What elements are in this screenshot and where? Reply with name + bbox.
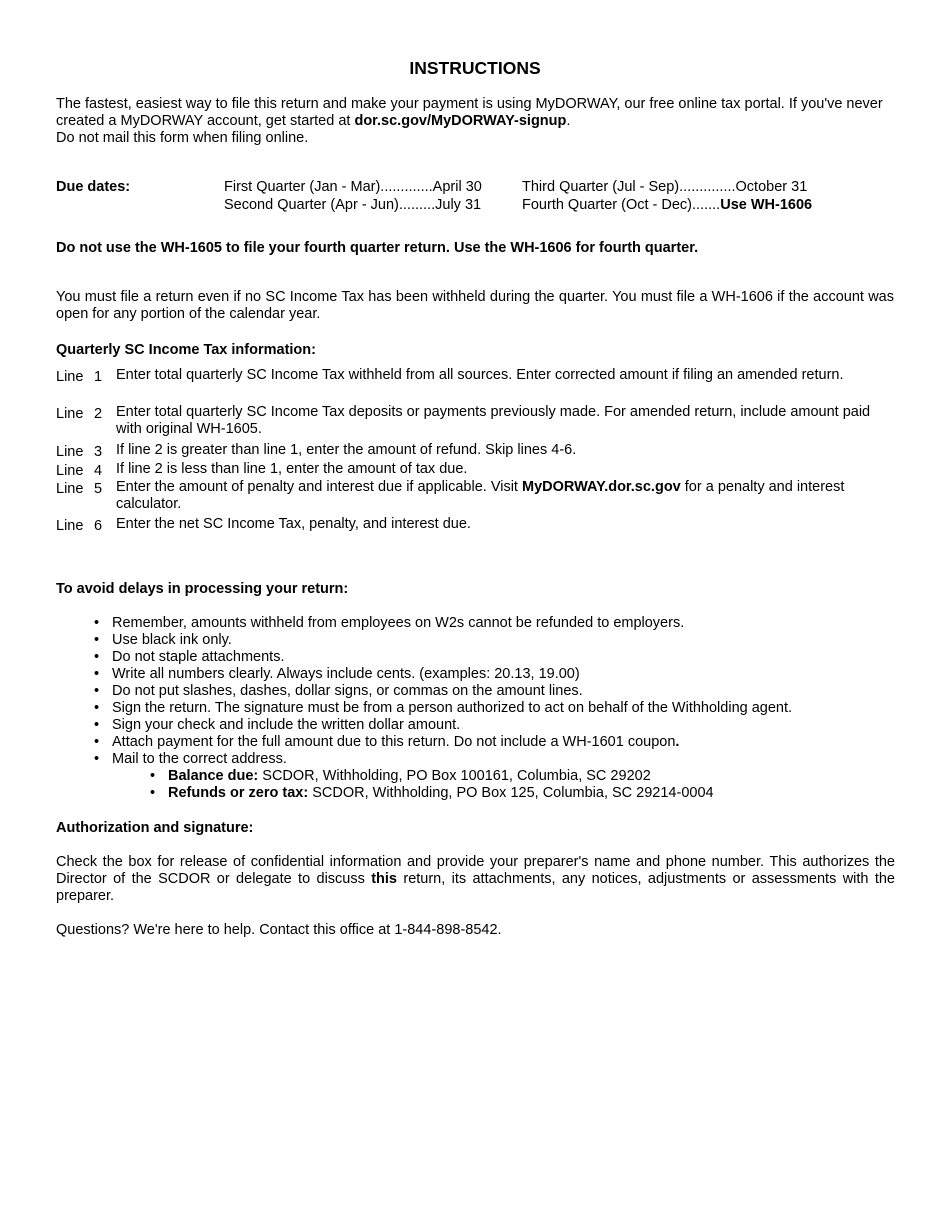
- list-item: • Do not put slashes, dashes, dollar signs, or commas on the amount lines.: [92, 683, 892, 700]
- line-text: Enter the net SC Income Tax, penalty, and interest due.: [116, 516, 471, 532]
- delay-tips-list: [92, 615, 892, 802]
- fourth-quarter-warning: Do not use the WH-1605 to file your fourth quarter return. Use the WH-1606 for fourth quarter.: [56, 240, 699, 256]
- list-item: • Use black ink only.: [92, 632, 892, 649]
- page-title: INSTRUCTIONS: [409, 58, 541, 78]
- line-label: Line 2: [56, 406, 103, 422]
- due-date-q4: [522, 197, 812, 214]
- line-label: Line 6: [56, 518, 103, 534]
- line-text: If line 2 is less than line 1, enter the amount of tax due.: [116, 461, 468, 477]
- quarterly-heading: Quarterly SC Income Tax information:: [56, 342, 316, 358]
- balance-due-address: • Balance due: SCDOR, Withholding, PO Box 100161, Columbia, SC 29202: [92, 768, 892, 785]
- signup-link[interactable]: dor.sc.gov/MyDORWAY-signup: [354, 113, 567, 129]
- list-item: • Sign your check and include the written dollar amount.: [92, 717, 892, 734]
- intro-text: The fastest, easiest way to file this return and make your payment is using MyDORWAY, our free online tax portal. If you've never created a MyDORWAY account, get started at: [56, 96, 883, 129]
- list-item: • Sign the return. The signature must be from a person authorized to act on behalf of the Withholding agent.: [92, 700, 892, 717]
- intro-paragraph: [56, 96, 896, 147]
- avoid-delays-heading: To avoid delays in processing your return:: [56, 581, 349, 597]
- mydorway-link[interactable]: MyDORWAY.dor.sc.gov: [522, 479, 681, 495]
- due-dates-label: Due dates:: [56, 179, 131, 195]
- line-text: Enter total quarterly SC Income Tax deposits or payments previously made. For amended return, include amount paid with original WH-1605.: [116, 404, 871, 437]
- due-date-q4-text: Fourth Quarter (Oct - Dec).......: [522, 197, 721, 213]
- due-date-q4-form: Use WH-1606: [720, 197, 813, 213]
- authorization-heading: Authorization and signature:: [56, 820, 254, 836]
- line-text: Enter the amount of penalty and interest due if applicable. Visit MyDORWAY.dor.sc.gov for a penalty and interest calculator.: [116, 479, 845, 512]
- list-item: • Mail to the correct address.: [92, 751, 892, 768]
- line-text: Enter total quarterly SC Income Tax withheld from all sources. Enter corrected amount if filing an amended return.: [116, 367, 844, 383]
- due-date-q3: Third Quarter (Jul - Sep)..............October 31: [522, 179, 808, 195]
- list-item: • Attach payment for the full amount due to this return. Do not include a WH-1601 coupon.: [92, 734, 892, 751]
- list-item: • Do not staple attachments.: [92, 649, 892, 666]
- due-date-q2: Second Quarter (Apr - Jun).........July 31: [224, 197, 482, 213]
- intro-online-note: Do not mail this form when filing online.: [56, 130, 309, 146]
- questions-contact: Questions? We're here to help. Contact this office at 1-844-898-8542.: [56, 922, 502, 938]
- due-date-q1: First Quarter (Jan - Mar).............April 30: [224, 179, 482, 195]
- line-label: Line 3: [56, 444, 103, 460]
- line-label: Line 4: [56, 463, 103, 479]
- intro-period: .: [566, 113, 571, 129]
- line-label: Line 1: [56, 369, 103, 385]
- list-item: • Remember, amounts withheld from employees on W2s cannot be refunded to employers.: [92, 615, 892, 632]
- refund-address: • Refunds or zero tax: SCDOR, Withholding, PO Box 125, Columbia, SC 29214-0004: [92, 785, 892, 802]
- authorization-paragraph: Check the box for release of confidential information and provide your preparer's name and phone number. This authorizes the Director of the SCDOR or delegate to discuss this return, its attachments, any notices, adjustments or assessments with the preparer.: [56, 854, 895, 904]
- line-label: Line 5: [56, 481, 103, 497]
- list-item: • Write all numbers clearly. Always include cents. (examples: 20.13, 19.00): [92, 666, 892, 683]
- line-text: If line 2 is greater than line 1, enter the amount of refund. Skip lines 4-6.: [116, 442, 577, 458]
- must-file-paragraph: You must file a return even if no SC Income Tax has been withheld during the quarter. You must file a WH-1606 if the account was open for any portion of the calendar year.: [56, 289, 894, 322]
